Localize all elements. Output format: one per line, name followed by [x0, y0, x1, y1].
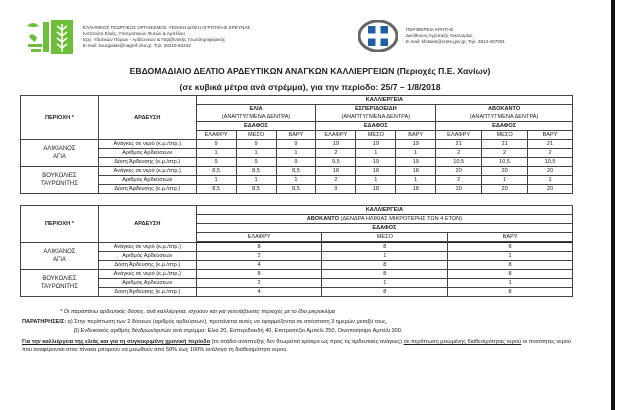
value-cell: 2	[436, 149, 482, 158]
group-header-crop: ΚΑΛΛΙΕΡΓΕΙΑ	[196, 206, 572, 215]
crop-avocado-young: ΑΒΟΚΑΝΤΟ (ΔΕΝΔΡΑ ΗΛΙΚΙΑΣ ΜΙΚΡΟΤΕΡΗΣ ΤΩΝ 4 ΕΤΩΝ)	[196, 215, 572, 224]
table-row	[21, 261, 573, 270]
greek-coat-of-arms-icon	[358, 20, 398, 52]
value-cell: 8	[322, 288, 448, 297]
value-cell: 8	[322, 261, 448, 270]
soil-header: ΕΔΑΦΟΣ	[436, 122, 573, 131]
crop-olive: ΕΛΙΑ	[196, 105, 316, 114]
header-left	[25, 18, 250, 56]
row-label: Αριθμός Αρδεύσεων	[98, 176, 196, 185]
value-cell: 9	[196, 140, 236, 149]
header-right	[358, 20, 505, 52]
value-cell: 10	[436, 185, 482, 194]
value-cell: 19	[356, 158, 396, 167]
value-cell: 2	[436, 176, 482, 185]
soil-medium: ΜΕΣΟ	[322, 233, 448, 242]
table-row	[21, 140, 573, 149]
table-row	[21, 185, 573, 194]
table-row	[21, 149, 573, 158]
value-cell: 2	[196, 279, 322, 288]
value-cell: 1	[276, 176, 316, 185]
institute-line: ΕΛΛΗΝΙΚΟΣ ΓΕΩΡΓΙΚΟΣ ΟΡΓΑΝΙΣΜΟΣ -ΓΕΝΙΚΗ Δ/ΝΣΗ ΑΓΡΟΤΙΚΗΣ ΕΡΕΥΝΑΣ	[83, 25, 251, 30]
table-row	[21, 176, 573, 185]
page-title: ΕΒΔΟΜΑΔΙΑΙΟ ΔΕΛΤΙΟ ΑΡΔΕΥΤΙΚΩΝ ΑΝΑΓΚΩΝ ΚΑΛΛΙΕΡΓΕΙΩΝ (Περιοχές Π.Ε. Χανίων)	[129, 66, 491, 76]
value-cell: 1	[356, 149, 396, 158]
row-label: Δόση Άρδευσης (κ.μ./στρ.)	[98, 158, 196, 167]
value-cell: 21	[482, 140, 528, 149]
value-cell: 19	[396, 158, 436, 167]
page-edge-border	[611, 0, 615, 410]
value-cell: 1	[396, 149, 436, 158]
soil-header: ΕΔΑΦΟΣ	[196, 122, 316, 131]
value-cell: 1	[448, 279, 573, 288]
value-cell: 1	[322, 279, 448, 288]
region-cell: ΑΛΙΚΙΑΝΟΣ ΑΓΙΑ	[21, 140, 99, 167]
value-cell: 4	[196, 288, 322, 297]
value-cell: 8	[448, 243, 573, 252]
value-cell: 9	[276, 140, 316, 149]
value-cell: 2	[316, 176, 356, 185]
value-cell: 8	[448, 261, 573, 270]
value-cell: 19	[356, 140, 396, 149]
value-cell: 8	[322, 243, 448, 252]
region-cell: ΒΟΥΚΟΛΙΕΣ ΤΑΥΡΩΝΙΤΗΣ	[21, 270, 99, 297]
value-cell: 18	[396, 167, 436, 176]
value-cell: 1	[236, 149, 276, 158]
value-cell: 1	[322, 252, 448, 261]
value-cell: 9,5	[316, 158, 356, 167]
value-cell: 21	[436, 140, 482, 149]
soil-medium: ΜΕΣΟ	[236, 131, 276, 140]
value-cell: 8	[448, 288, 573, 297]
col-header-region: ΠΕΡΙΟΧΗ *	[21, 206, 99, 243]
table-row	[21, 158, 573, 167]
value-cell: 18	[316, 167, 356, 176]
value-cell: 8,5	[276, 185, 316, 194]
row-label: Αριθμός Αρδεύσεων	[98, 252, 196, 261]
value-cell: 8,5	[276, 167, 316, 176]
table-row	[21, 279, 573, 288]
region-line: ΠΕΡΙΦΕΡΕΙΑ ΚΡΗΤΗΣ	[406, 27, 454, 32]
row-label: Ανάγκες σε νερό (κ.μ./στρ.)	[98, 167, 196, 176]
value-cell: 8,5	[196, 185, 236, 194]
value-cell: 2	[316, 149, 356, 158]
row-label: Ανάγκες σε νερό (κ.μ./στρ.)	[98, 243, 196, 252]
table-row	[21, 288, 573, 297]
soil-heavy: ΒΑΡΥ	[276, 131, 316, 140]
row-label: Ανάγκες σε νερό (κ.μ./στρ.)	[98, 270, 196, 279]
value-cell: 18	[396, 185, 436, 194]
irrigation-table-mature	[20, 95, 573, 194]
soil-header: ΕΔΑΦΟΣ	[316, 122, 436, 131]
value-cell: 20	[436, 167, 482, 176]
row-label: Αριθμός Αρδεύσεων	[98, 279, 196, 288]
nagref-wheat-icon	[25, 18, 75, 56]
value-cell: 18	[356, 185, 396, 194]
soil-light: ΕΛΑΦΡΥ	[316, 131, 356, 140]
value-cell: 8	[196, 270, 322, 279]
table-row	[21, 252, 573, 261]
row-label: Δόση Άρδευσης (κ.μ./στρ.)	[98, 261, 196, 270]
value-cell: 10,5	[436, 158, 482, 167]
soil-heavy: ΒΑΡΥ	[396, 131, 436, 140]
value-cell: 10,5	[528, 158, 573, 167]
value-cell: 9	[196, 158, 236, 167]
value-cell: 19	[396, 140, 436, 149]
value-cell: 1	[356, 176, 396, 185]
value-cell: 4	[196, 261, 322, 270]
crop-sub: (ΑΝΑΠΤΥΓΜΕΝΑ ΔΕΝΤΡΑ)	[196, 113, 316, 122]
soil-medium: ΜΕΣΟ	[356, 131, 396, 140]
value-cell: 1	[448, 252, 573, 261]
col-header-irrigation: ΑΡΔΕΥΣΗ	[98, 96, 196, 140]
row-label: Αριθμός Αρδεύσεων	[98, 149, 196, 158]
value-cell: 1	[528, 176, 573, 185]
crop-sub: (ΑΝΑΠΤΥΓΜΕΝΑ ΔΕΝΤΡΑ)	[316, 113, 436, 122]
soil-header: ΕΔΑΦΟΣ	[196, 224, 572, 233]
footnote: * Οι παραπάνω αρδευτικές δόσεις, ανά καλλιέργεια, ισχύουν και για γειτνιάζουσες περιοχές με το ίδιο μικροκλίμα	[60, 309, 335, 315]
table-row	[21, 167, 573, 176]
crop-avocado: ΑΒΟΚΑΝΤΟ	[436, 105, 573, 114]
region-email: E-mail: kfotakis@crete.gov.gr, Τηλ. 2813-407901	[406, 39, 505, 44]
col-header-region: ΠΕΡΙΟΧΗ *	[21, 96, 99, 140]
soil-light: ΕΛΑΦΡΥ	[196, 131, 236, 140]
region-cell: ΒΟΥΚΟΛΙΕΣ ΤΑΥΡΩΝΙΤΗΣ	[21, 167, 99, 194]
value-cell: 9	[236, 158, 276, 167]
soil-light: ΕΛΑΦΡΥ	[196, 233, 322, 242]
value-cell: 20	[482, 167, 528, 176]
value-cell: 21	[528, 140, 573, 149]
group-header-crop: ΚΑΛΛΙΕΡΓΕΙΑ	[196, 96, 572, 105]
value-cell: 1	[396, 176, 436, 185]
value-cell: 1	[196, 176, 236, 185]
value-cell: 2	[196, 252, 322, 261]
table-row	[21, 243, 573, 252]
institute-info	[83, 25, 250, 49]
soil-medium: ΜΕΣΟ	[482, 131, 528, 140]
value-cell: 8,5	[196, 167, 236, 176]
col-header-irrigation: ΑΡΔΕΥΣΗ	[98, 206, 196, 243]
value-cell: 8,5	[236, 185, 276, 194]
page-subtitle: (σε κυβικά μέτρα ανά στρέμμα), για την περίοδο: 25/7 – 1/8/2018	[179, 82, 441, 92]
institute-line: Ινστιτούτο Ελιάς, Υποτροπικών Φυτών & Αμπέλου	[83, 31, 185, 36]
olive-note: Για την καλλιέργεια της ελιάς και για τη συγκεκριμένη χρονική περίοδο (το στάδιο ανάπτυξης δεν θεωρείται κρίσιμο ως προς τις αρδευτικές ανάγκες) σε περίπτωση μειωμένης διαθεσιμότητας νερού οι ποσότητες νερού που αναφέρονται στον πίνακα μπορούν να μειωθούν από 50% έως 100% ανάλογα τη διαθεσιμότητα νερού.	[22, 339, 571, 353]
value-cell: 20	[528, 167, 573, 176]
region-cell: ΑΛΙΚΙΑΝΟΣ ΑΓΙΑ	[21, 243, 99, 270]
value-cell: 10,5	[482, 158, 528, 167]
value-cell: 8	[448, 270, 573, 279]
value-cell: 1	[276, 149, 316, 158]
value-cell: 1	[482, 176, 528, 185]
value-cell: 8	[196, 243, 322, 252]
region-line: Διεύθυνση Αγροτικής Οικονομίας	[406, 33, 473, 38]
crop-sub: (ΑΝΑΠΤΥΓΜΕΝΑ ΔΕΝΤΡΑ)	[436, 113, 573, 122]
table-row	[21, 270, 573, 279]
value-cell: 2	[528, 149, 573, 158]
institute-email: E-mail: kourgialas@nagref-cha.gr, Τηλ. 28210-83442	[83, 43, 191, 48]
soil-heavy: ΒΑΡΥ	[528, 131, 573, 140]
remark-a: ΠΑΡΑΤΗΡΗΣΕΙΣ: α) Στην περίπτωση των 2 δόσεων (αριθμός αρδεύσεων), προτείνεται αυτές να εφαρμόζονται σε απόσταση 3 ημερών μεταξύ τους.	[22, 319, 388, 325]
value-cell: 1	[236, 176, 276, 185]
value-cell: 20	[482, 185, 528, 194]
value-cell: 8	[322, 270, 448, 279]
row-label: Δόση Άρδευσης (κ.μ./στρ.)	[98, 288, 196, 297]
value-cell: 9	[276, 158, 316, 167]
crop-citrus: ΕΣΠΕΡΙΔΟΕΙΔΗ	[316, 105, 436, 114]
value-cell: 19	[316, 140, 356, 149]
soil-light: ΕΛΑΦΡΥ	[436, 131, 482, 140]
value-cell: 2	[482, 149, 528, 158]
value-cell: 20	[528, 185, 573, 194]
irrigation-table-young-avocado	[20, 205, 573, 297]
value-cell: 8,5	[236, 167, 276, 176]
row-label: Ανάγκες σε νερό (κ.μ./στρ.)	[98, 140, 196, 149]
value-cell: 1	[196, 149, 236, 158]
value-cell: 18	[356, 167, 396, 176]
soil-heavy: ΒΑΡΥ	[448, 233, 573, 242]
remark-b: β) Ενδεικτικός αριθμός δένδρων/φυτών ανά στρέμμα: Ελιά 20, Εσπεριδοειδή 40, Επιτραπέζιο Αμπέλι 250, Οινοποιήσιμο Αμπέλι 300.	[74, 328, 403, 334]
value-cell: 9	[236, 140, 276, 149]
value-cell: 9	[316, 185, 356, 194]
institute-line: Εργ. Υδατικών Πόρων - Αρδεύσεων & Περιβ/ντικής Γεωπληροφορικής	[83, 37, 226, 42]
region-info	[406, 27, 505, 45]
row-label: Δόση Άρδευσης (κ.μ./στρ.)	[98, 185, 196, 194]
